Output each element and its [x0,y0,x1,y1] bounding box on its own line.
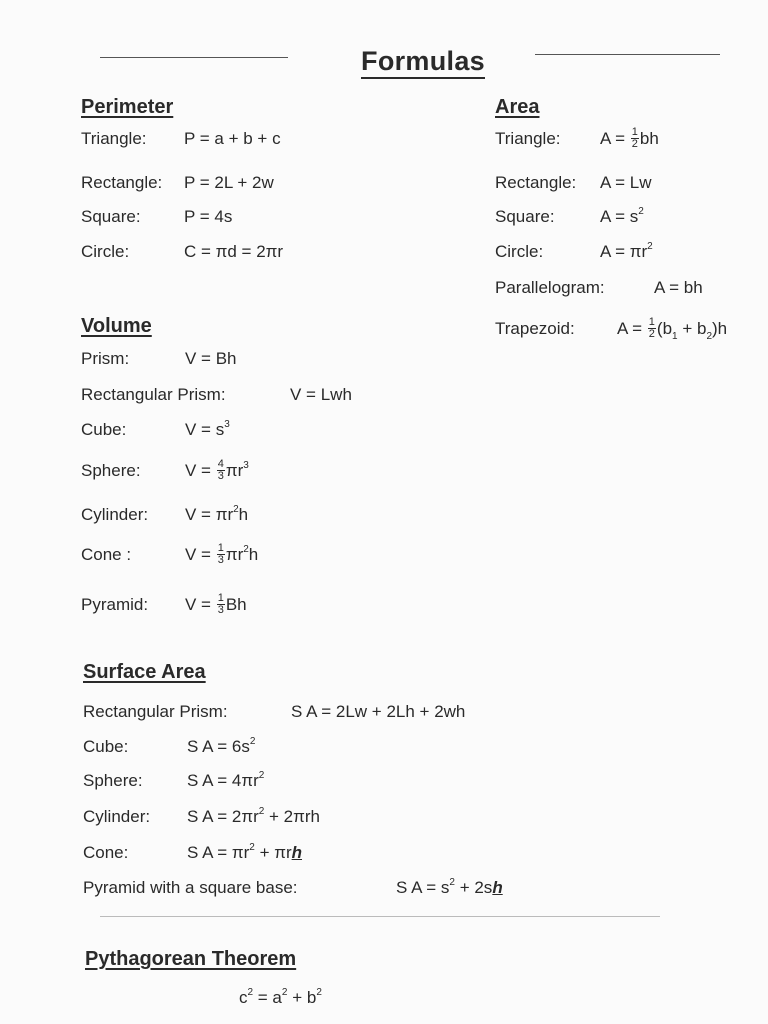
formula-label: Square: [495,207,555,226]
formula: V = $\frac{1}{3}$ $\pi r^2h$ [185,542,259,567]
formula: P = a + b + c [184,129,281,148]
volume-heading: Volume [81,315,152,337]
formula-label: Triangle: [81,129,147,148]
formula: V = $\frac{1}{3}$ Bh [185,592,247,617]
pythagorean-formula: $c^2 = a^2 + b^2$ [239,987,322,1007]
fraction: $\frac{1}{2}$ [648,316,655,341]
formula-label: Rectangular Prism: [81,385,226,404]
formula: S $A = s^2 + 2sh$ [396,877,503,897]
formula: P = 2L + 2w [184,173,274,192]
formula-label: Cube: [81,420,127,439]
formula-label: Cube: [83,737,129,756]
formula-label: Pyramid: [81,595,149,614]
formula-label: Cylinder: [81,505,149,524]
formula-label: Prism: [81,349,130,368]
formula: S A = 2Lw + 2Lh + 2wh [291,702,466,721]
page-title: Formulas [0,46,768,77]
formula-label: Circle: [81,242,130,261]
formula: A = Lw [600,173,652,192]
formula: $V = s^3$ [185,419,230,439]
formula: C = πd = 2πr [184,242,284,261]
formula-label: Trapezoid: [495,319,575,338]
formula-label: Parallelogram: [495,278,605,297]
formula: S $A = 6s^2$ [187,736,256,756]
fraction: $\frac{1}{2}$ [631,126,638,151]
formula-label: Rectangle: [495,173,577,192]
formula: A = $\frac{1}{2}$ bh [600,126,659,151]
formula-label: Rectangle: [81,173,163,192]
formula-label: Rectangular Prism: [83,702,228,721]
formula: $A = \pi r^2$ [600,241,653,261]
bottom-rule [100,916,660,917]
formula-label: Triangle: [495,129,561,148]
formula: P = 4s [184,207,233,226]
formula: A = bh [654,278,703,297]
formula: S $A = 4\pi r^2$ [187,770,265,790]
formula-label: Sphere: [81,461,141,480]
formula: V = $\frac{4}{3}$ $\pi r^3$ [185,458,249,483]
formula: A = $\frac{1}{2}$ $(b_1 + b_2)h$ [617,316,728,342]
pythagorean-heading: Pythagorean Theorem [85,948,297,970]
formula: S $A = \pi r^2 + \pi rh$ [187,842,303,862]
formula-label: Pyramid with a square base: [83,878,298,897]
fraction: $\frac{1}{3}$ [217,592,224,617]
formula: S $A = 2\pi r^2 + 2\pi rh$ [187,806,320,826]
formula-label: Square: [81,207,141,226]
surface-area-heading: Surface Area [83,661,206,683]
formula: $A = s^2$ [600,206,644,226]
formula-label: Sphere: [83,771,143,790]
formula: V = Bh [185,349,237,368]
fraction: $\frac{4}{3}$ [217,458,224,483]
perimeter-heading: Perimeter [81,96,174,118]
formula-label: Cone: [83,843,129,862]
formula-label: Circle: [495,242,544,261]
formula-label: Cylinder: [83,807,151,826]
formula: $V = \pi r^2h$ [185,504,249,524]
formula: V = Lwh [290,385,352,404]
area-heading: Area [495,96,540,118]
fraction: $\frac{1}{3}$ [217,542,224,567]
formula-label: Cone : [81,545,132,564]
